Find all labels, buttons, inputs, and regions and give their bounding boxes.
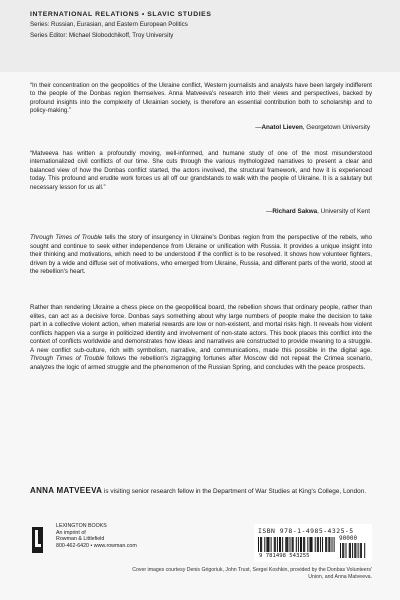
author-bio	[30, 486, 372, 496]
blurb-author-2: Richard Sakwa	[272, 208, 318, 215]
series-editor-line: Series Editor: Michael Slobodchikoff, Troy University	[30, 32, 174, 39]
publisher-name: LEXINGTON BOOKS	[56, 523, 107, 529]
blurb-attribution-1: —Anatol Lieven, Georgetown University	[255, 124, 370, 131]
barcode-digits: 9 781498 543255	[259, 553, 310, 559]
series-line: Series: Russian, Eurasian, and Eastern European Politics	[30, 21, 188, 28]
description-paragraph-2	[30, 304, 372, 372]
book-title-inline: Through Times of Trouble	[30, 234, 103, 241]
publisher-logo-icon	[32, 527, 43, 553]
author-name: ANNA MATVEEVA	[30, 486, 103, 495]
description-text-2b: follows the rebellion's zigzagging fortunes after Moscow did not repeat the Crimea scenario, analyzes the logic of armed struggle and the phenomenon of the Russian Spring, and concludes with the peace prospects.	[30, 355, 372, 371]
publisher-block	[56, 523, 137, 550]
blurb-quote-2: “Matveeva has written a profoundly moving, well-informed, and humane study of one of the most misunderstood internationalized civil conflicts of our time. She cuts through the various mythologized narratives to present a clear and balanced view of how the Donbas conflict started, the actors involved, the structural framework, and how it is experienced today. This profound and erudite work forces us all off our grandstands to walk with the people of Ukraine. It is a salutary but necessary lesson for us all.”	[30, 150, 372, 191]
book-title-inline-2: Through Times of Trouble	[30, 355, 105, 362]
author-bio-text: is visiting senior research fellow in the Department of War Studies at King's College, London.	[102, 488, 367, 495]
blurb-quote-1: “In their concentration on the geopolitics of the Ukraine conflict, Western journalists and analysts have been largely indifferent to the people of the Donbas region themselves. Anna Matveeva's research into their views and perspectives, backed by profound insights into the complexity of Ukrainian society, is therefore an essential contribution both to scholarship and to policy-making.”	[30, 82, 372, 115]
blurb-attribution-2: —Richard Sakwa, University of Kent	[266, 208, 370, 215]
blurb-affiliation-1: Georgetown University	[306, 124, 370, 131]
blurb-affiliation-2: University of Kent	[320, 208, 370, 215]
description-text-1: tells the story of insurgency in Ukraine's Donbas region from the perspective of the rebels, who sought and continue to seek either independence from Ukraine or unification with Russia. It provides a unique insight into their thinking and motivations, which need to be understood if the conflict is to be resolved. It shows how volunteer fighters, driven by a wide and diffuse set of motivations, who emerged from Ukraine, Russia, and different parts of the world, stood at the rebellion's heart.	[30, 234, 372, 275]
barcode-price-code: 90000	[339, 535, 358, 542]
publisher-imprint: An imprint of	[56, 529, 86, 536]
publisher-parent: Rowman & Littlefield	[56, 536, 105, 543]
publisher-contact: 800-462-6420 • www.rowman.com	[56, 543, 137, 550]
description-paragraph-1	[30, 234, 372, 277]
header-band	[0, 0, 400, 72]
description-text-2a: Rather than rendering Ukraine a chess piece on the geopolitical board, the rebellion shows that ordinary people, rather than elites, can act as a decisive force. Donbas says something about why large numbers of people make the decision to take part in a collective violent action, when material rewards are low or non-existent, and mortal risks high. It reveals how violent conflicts happen via a surge in politicized identity and involvement of non-state actors. This book places this conflict into the context of conflicts worldwide and demonstrates how ideas and narratives are constructed to provide meaning to a struggle. A new conflict sub-culture, rich with symbolism, narrative, and communications, made this possible in the digital age.	[30, 304, 372, 354]
category-line: INTERNATIONAL RELATIONS • SLAVIC STUDIES	[30, 11, 212, 18]
isbn-text: ISBN 978-1-4985-4325-5	[258, 527, 354, 535]
blurb-author-1: Anatol Lieven	[261, 124, 303, 131]
cover-credits: Cover images courtesy Denis Grigoriuk, John Trust, Sergei Koshkin, provided by the Donbas Volunteers' Union, and Anna Matveeva.	[132, 567, 372, 580]
